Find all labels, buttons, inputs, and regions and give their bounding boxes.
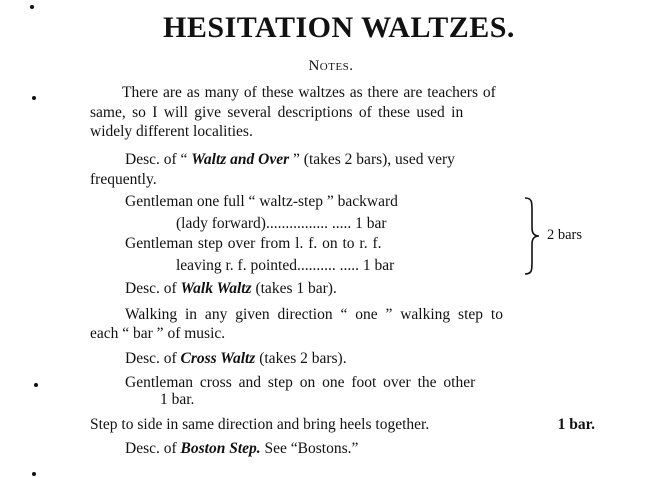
desc-prefix: Desc. of bbox=[125, 280, 181, 297]
walk-waltz-line-2: each “ bar ” of music. bbox=[90, 325, 226, 342]
desc-prefix: Desc. of bbox=[125, 440, 181, 457]
cross-waltz-desc bbox=[125, 350, 347, 368]
desc-suffix: ” (takes 2 bars), used very bbox=[289, 151, 455, 168]
notes-heading: Notes. bbox=[308, 58, 354, 74]
brace-icon bbox=[523, 196, 543, 276]
desc-suffix: (takes 1 bar). bbox=[251, 280, 337, 297]
step1-line-2: (lady forward)................ ..... 1 bar bbox=[176, 215, 387, 232]
dance-name: Cross Waltz bbox=[180, 350, 256, 367]
step2-line-2: leaving r. f. pointed.......... ..... 1 bar bbox=[176, 257, 395, 274]
margin-mark bbox=[30, 5, 34, 9]
walk-waltz-desc bbox=[125, 280, 337, 298]
total-bars: 2 bars bbox=[547, 227, 583, 243]
intro-line-2: same, so I will give several descriptions of these used in bbox=[90, 104, 464, 121]
desc-suffix: See “Bostons.” bbox=[260, 440, 359, 457]
intro-line-1: There are as many of these waltzes as there are teachers of bbox=[122, 84, 496, 101]
walk-waltz-line-1: Walking in any given direction “ one ” walking step to bbox=[125, 306, 503, 323]
desc-suffix: (takes 2 bars). bbox=[255, 350, 347, 367]
margin-mark bbox=[34, 383, 38, 387]
desc-prefix: Desc. of “ bbox=[125, 151, 192, 168]
margin-mark bbox=[32, 472, 36, 476]
waltz-over-desc bbox=[125, 151, 455, 169]
cross-waltz-line-1: Gentleman cross and step on one foot over the other bbox=[125, 374, 476, 391]
bar-count: 1 bar. bbox=[557, 416, 595, 433]
step2-line-1: Gentleman step over from l. f. on to r. f. bbox=[125, 235, 382, 252]
cross-waltz-line-3 bbox=[90, 416, 595, 434]
desc-prefix: Desc. of bbox=[125, 350, 181, 367]
cross-waltz-line-2: 1 bar. bbox=[160, 391, 195, 408]
margin-mark bbox=[32, 96, 36, 100]
waltz-over-desc-line-2: frequently. bbox=[90, 171, 157, 188]
intro-line-3: widely different localities. bbox=[90, 123, 253, 140]
dance-name: Waltz and Over bbox=[191, 151, 290, 168]
step1-line-1: Gentleman one full “ waltz-step ” backward bbox=[125, 193, 398, 210]
dance-name: Boston Step. bbox=[180, 440, 261, 457]
step-text: Step to side in same direction and bring heels together. bbox=[90, 416, 430, 433]
boston-desc bbox=[125, 440, 358, 458]
page-title: HESITATION WALTZES. bbox=[163, 11, 515, 44]
dance-name: Walk Waltz bbox=[180, 280, 252, 297]
